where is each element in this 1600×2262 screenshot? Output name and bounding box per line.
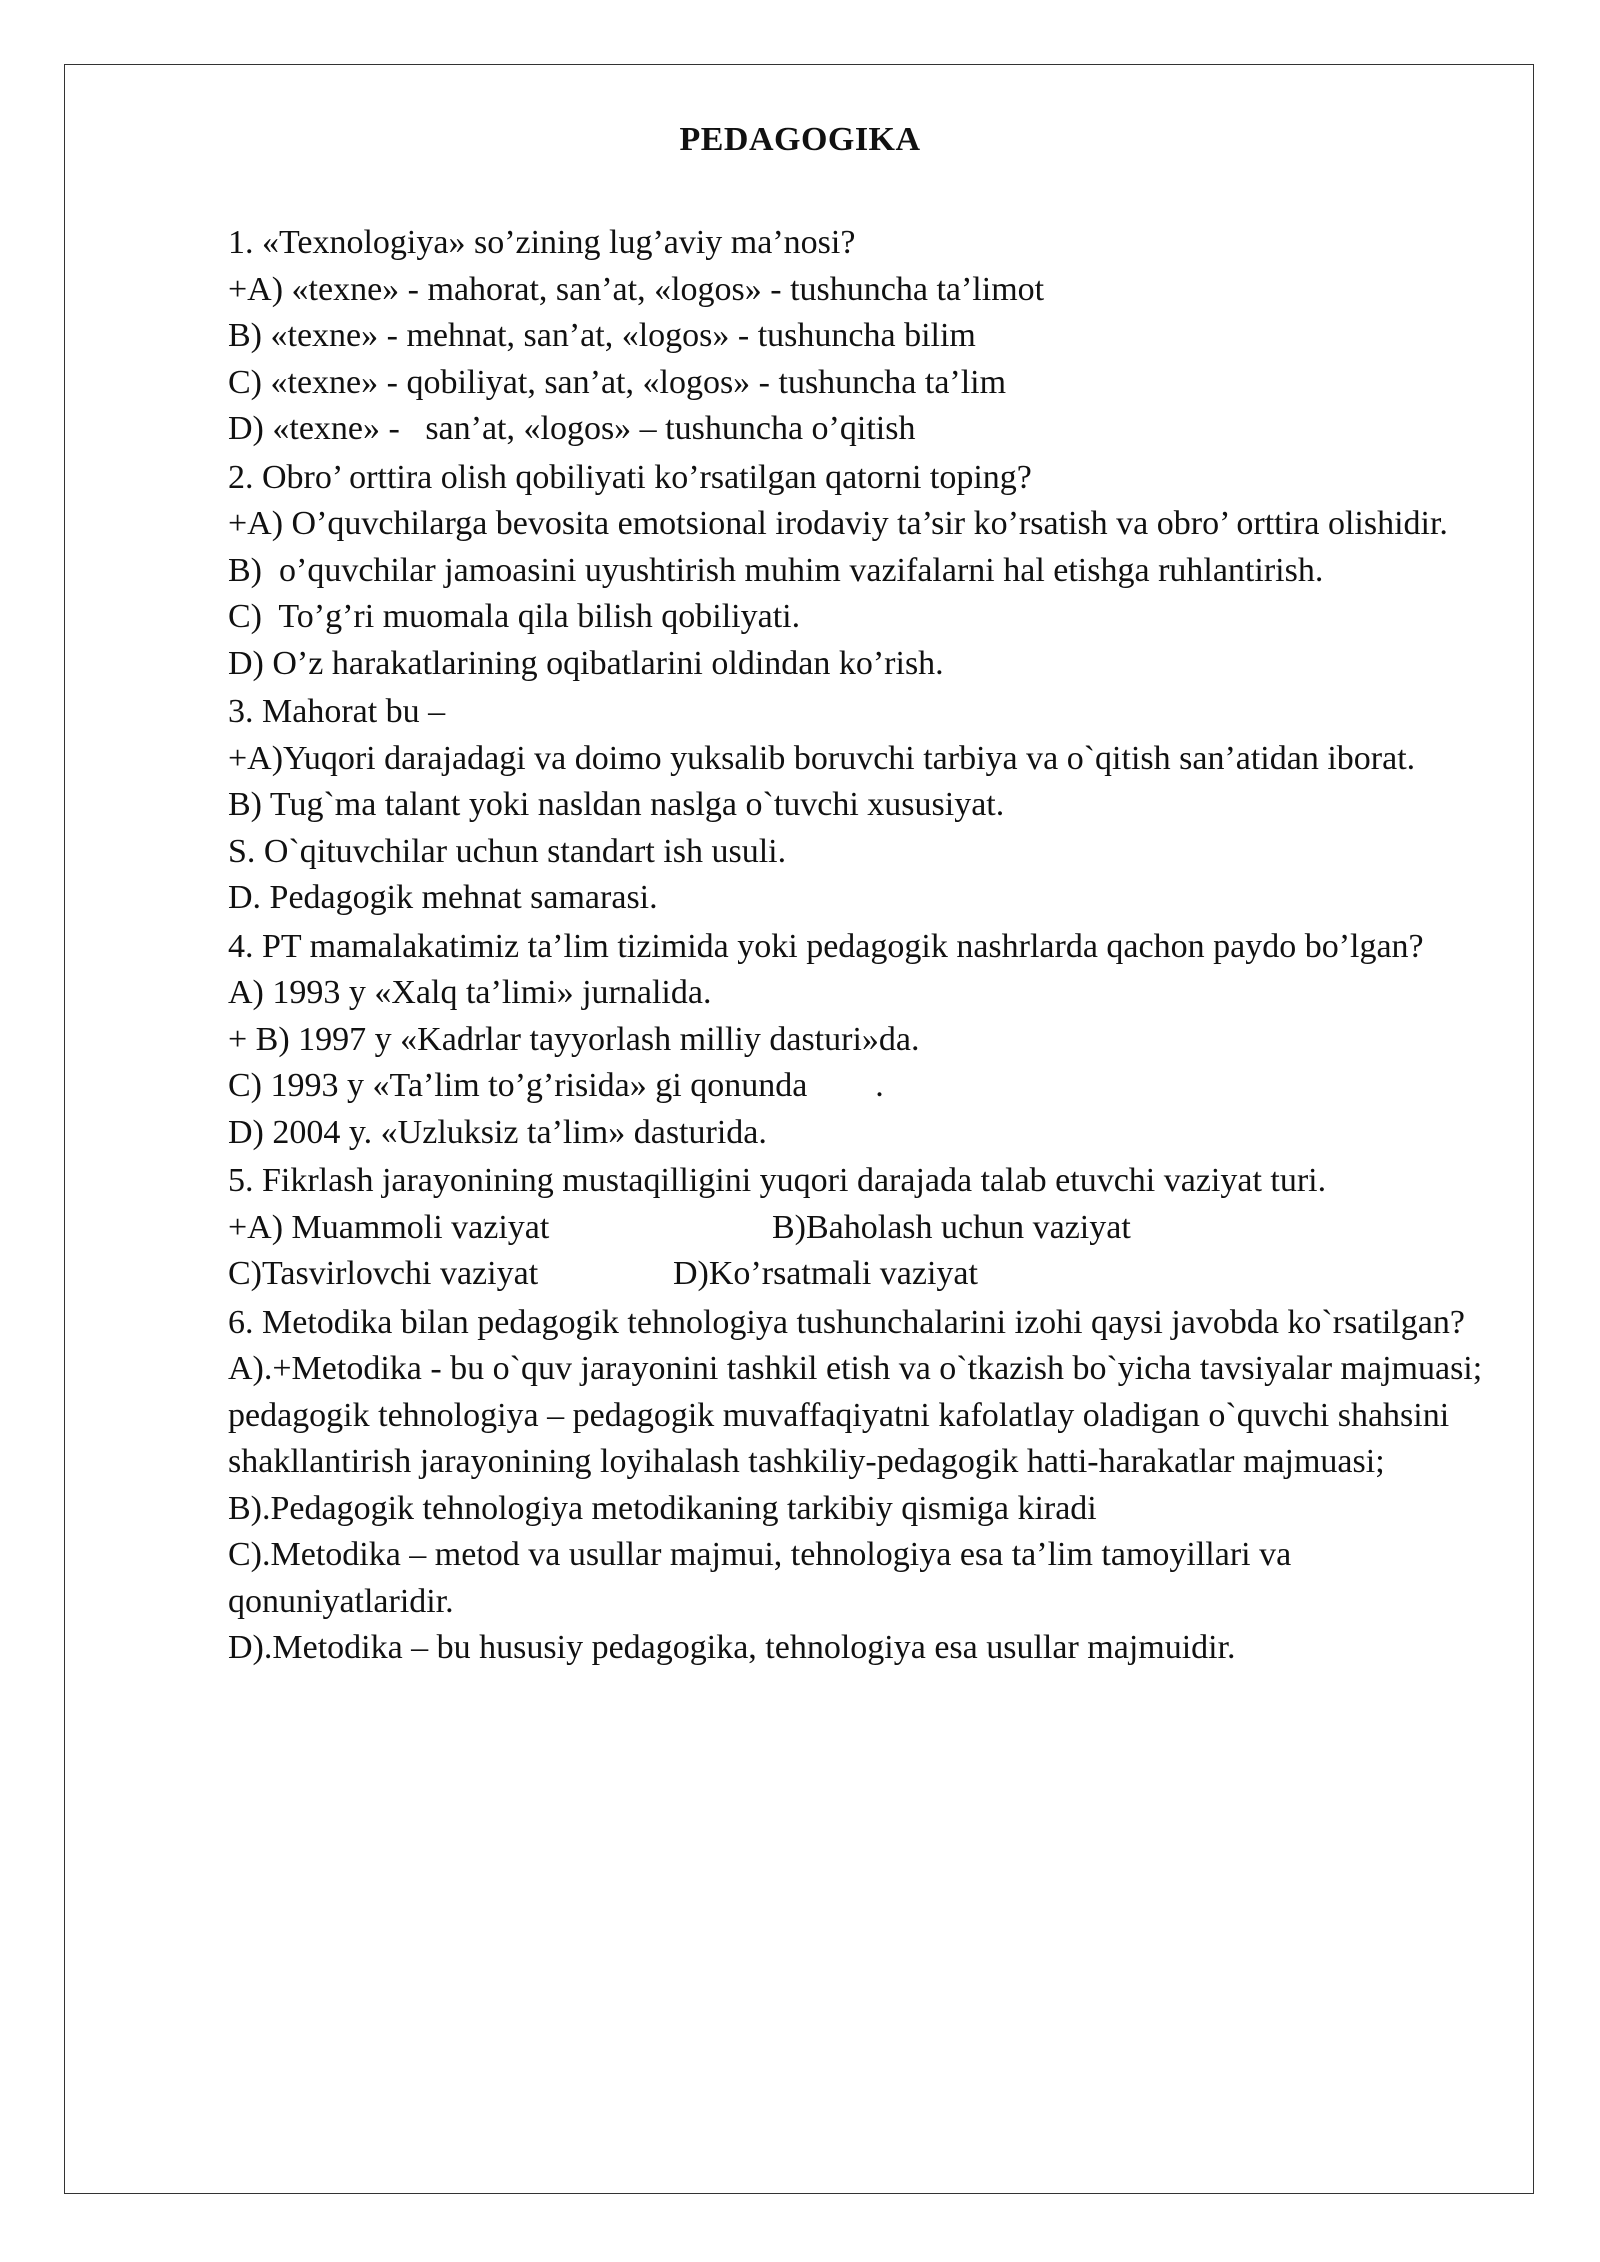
answer-option: +A)Yuqori darajadagi va doimo yuksalib boruvchi tarbiya va o`qitish san’atidan iborat. [228, 739, 1416, 777]
answer-row [228, 1205, 1488, 1252]
answer-option: B) Tug`ma talant yoki nasldan naslga o`tuvchi xususiyat. [228, 786, 1005, 823]
answer-option: A) 1993 y «Xalq ta’limi» jurnalida. [228, 974, 712, 1011]
question-prompt: 3. Mahorat bu – [228, 693, 446, 730]
answer-option: B)Baholash uchun vaziyat [772, 1208, 1131, 1246]
answer-option: D. Pedagogik mehnat samarasi. [228, 879, 658, 916]
answer-option: A).+Metodika - bu o`quv jarayonini tashkil etish va o`tkazish bo`yicha tavsiyalar majmuasi; [228, 1350, 1483, 1387]
question-2 [228, 455, 1488, 688]
answer-option: C) To’g’ri muomala qila bilish qobiliyati. [228, 598, 801, 635]
answer-option: C) «texne» - qobiliyat, san’at, «logos» - tushuncha ta’lim [228, 363, 1007, 401]
question-3 [228, 689, 1488, 922]
answer-option: D) 2004 y. «Uzluksiz ta’lim» dasturida. [228, 1113, 767, 1151]
question-prompt: 4. PT mamalakatimiz ta’lim tizimida yoki pedagogik nashrlarda qachon paydo bo’lgan? [228, 927, 1424, 965]
answer-option: C).Metodika – metod va usullar majmui, tehnologiya esa ta’lim tamoyillari va qonuniyatlaridir. [228, 1536, 1292, 1620]
answer-option: + B) 1997 y «Kadrlar tayyorlash milliy dasturi»da. [228, 1020, 920, 1058]
answer-option: C) 1993 y «Ta’lim to’g’risida» gi qonunda . [228, 1067, 884, 1104]
document-title: PEDAGOGIKA [679, 121, 921, 158]
answer-option: B).Pedagogik tehnologiya metodikaning tarkibiy qismiga kiradi [228, 1489, 1097, 1527]
answer-option: +A) O’quvchilarga bevosita emotsional irodaviy ta’sir ko’rsatish va obro’ orttira olishidir. [228, 505, 1448, 542]
answer-option: C)Tasvirlovchi vaziyat [228, 1255, 539, 1292]
answer-option: D).Metodika – bu hususiy pedagogika, tehnologiya esa usullar majmuidir. [228, 1629, 1236, 1666]
answer-option: S. O`qituvchilar uchun standart ish usuli. [228, 832, 787, 870]
answer-row [228, 1251, 1488, 1298]
answer-option-continuation: pedagogik tehnologiya – pedagogik muvaffaqiyatni kafolatlay oladigan o`quvchi shahsini shakllantirish jarayonining loyihalash tashkiliy-pedagogik hatti-harakatlar majmuasi; [228, 1396, 1450, 1480]
question-6 [228, 1300, 1488, 1672]
answer-option: D)Ko’rsatmali vaziyat [673, 1255, 978, 1292]
question-prompt: 5. Fikrlash jarayonining mustaqilligini yuqori darajada talab etuvchi vaziyat turi. [228, 1162, 1327, 1199]
question-list [228, 220, 1488, 1674]
answer-option: D) O’z harakatlarining oqibatlarini oldindan ko’rish. [228, 644, 944, 682]
question-4 [228, 924, 1488, 1157]
answer-option: +A) «texne» - mahorat, san’at, «logos» - tushuncha ta’limot [228, 270, 1045, 308]
question-1 [228, 220, 1488, 453]
answer-option: B) o’quvchilar jamoasini uyushtirish muhim vazifalarni hal etishga ruhlantirish. [228, 551, 1324, 589]
answer-option: +A) Muammoli vaziyat [228, 1208, 550, 1246]
question-prompt: 6. Metodika bilan pedagogik tehnologiya tushunchalarini izohi qaysi javobda ko`rsatilgan? [228, 1303, 1465, 1341]
answer-option: D) «texne» - san’at, «logos» – tushuncha o’qitish [228, 410, 916, 447]
question-prompt: 1. «Texnologiya» so’zining lug’aviy ma’nosi? [228, 224, 856, 261]
question-prompt: 2. Obro’ orttira olish qobiliyati ko’rsatilgan qatorni toping? [228, 458, 1032, 496]
question-5 [228, 1158, 1488, 1298]
answer-option: B) «texne» - mehnat, san’at, «logos» - tushuncha bilim [228, 317, 976, 354]
